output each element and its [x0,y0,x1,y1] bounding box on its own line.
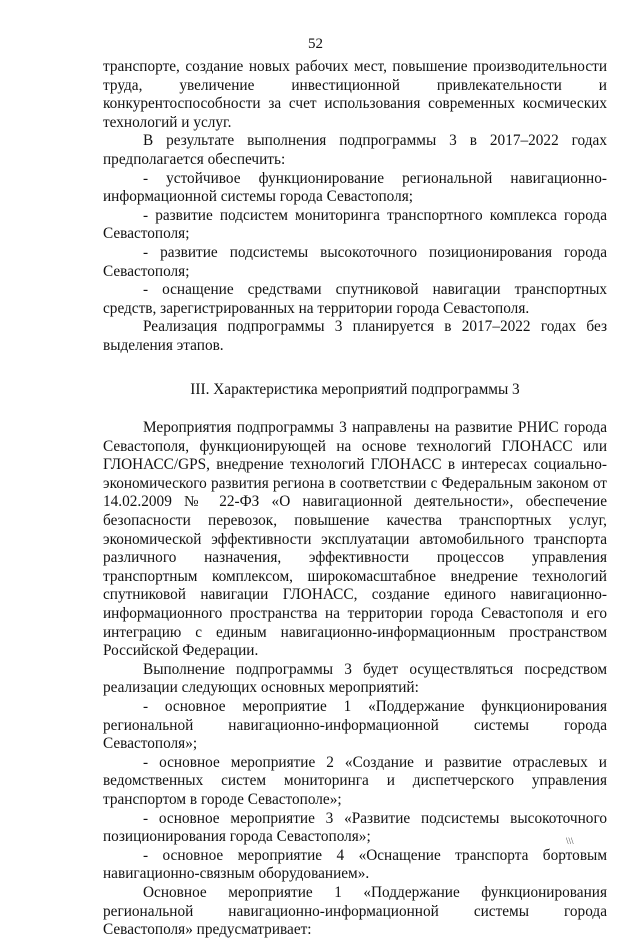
paragraph: Выполнение подпрограммы 3 будет осуществляться посредством реализации следующих основных мероприятий: [103,660,607,697]
paragraph: Основное мероприятие 1 «Поддержание функционирования региональной навигационно-информационной системы города Севастополя» предусматривает: [103,883,607,939]
list-item: - развитие подсистемы высокоточного позиционирования города Севастополя; [103,243,607,280]
paragraph: транспорте, создание новых рабочих мест, повышение производительности труда, увеличение инвестиционной привлекательности и конкурентоспособности за счет использования современных космических технологий и услуг. [103,58,607,131]
list-item: - основное мероприятие 2 «Создание и развитие отраслевых и ведомственных систем мониторинга и диспетчерского управления транспортом в городе Севастополе»; [103,753,607,808]
document-body [103,58,607,940]
list-item: - основное мероприятие 1 «Поддержание функционирования региональной навигационно-информационной системы города Севастополя»; [103,698,607,753]
section-heading: III. Характеристика мероприятий подпрограммы 3 [190,380,520,398]
paragraph: Мероприятия подпрограммы 3 направлены на развитие РНИС города Севастополя, функционирующей на основе технологий ГЛОНАСС или ГЛОНАСС/GPS, внедрение технологий ГЛОНАСС в интересах социально-экономического развития региона в соответствии с Федеральным законом от 14.02.2009 № 22-ФЗ «О навигационной деятельности», обеспечение безопасности перевозок, повышение качества транспортных услуг, экономической эффективности эксплуатации автомобильного транспорта различного назначения, эффективности процессов управления транспортным комплексом, широкомасштабное внедрение технологий спутниковой навигации ГЛОНАСС, создание единого навигационно-информационного пространства на территории города Севастополя и его интеграцию с единым навигационно-информационным пространством Российской Федерации. [103,419,607,660]
page-number: 52 [308,36,323,52]
list-item: - оснащение средствами спутниковой навигации транспортных средств, зарегистрированных на территории города Севастополя. [103,281,607,317]
paragraph: Реализация подпрограммы 3 планируется в 2017–2022 годах без выделения этапов. [103,318,607,354]
list-item: - основное мероприятие 3 «Развитие подсистемы высокоточного позиционирования города Севастополя»; [103,809,607,846]
margin-mark: \\\ [566,836,574,846]
paragraph: В результате выполнения подпрограммы 3 в 2017–2022 годах предполагается обеспечить: [103,132,607,168]
list-item: - устойчивое функционирование региональной навигационно-информационной системы города Севастополя; [103,169,607,206]
list-item: - развитие подсистем мониторинга транспортного комплекса города Севастополя; [103,206,607,243]
list-item: - основное мероприятие 4 «Оснащение транспорта бортовым навигационно-связным оборудованием». [103,846,607,883]
